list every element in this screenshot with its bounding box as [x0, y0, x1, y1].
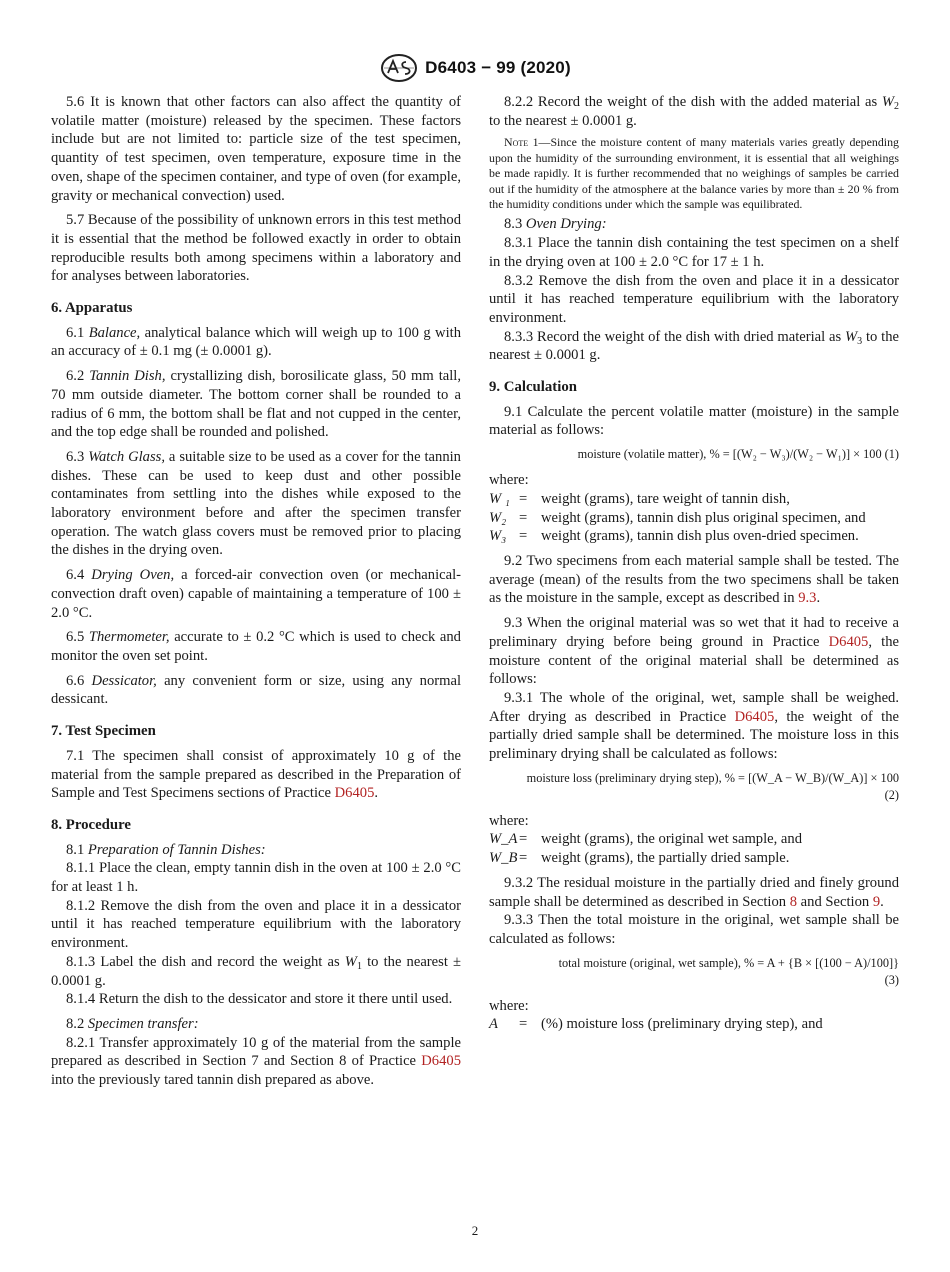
para-9-1: 9.1 Calculate the percent volatile matter (moisture) in the sample material as follows:: [489, 403, 899, 439]
equation-3-text: total moisture (original, wet sample), % = A + {B × [(100 − A)/100]}: [558, 955, 899, 970]
para-8-3: 8.3 Oven Drying:: [504, 216, 607, 233]
link-section-9-3[interactable]: 9.3: [798, 590, 817, 607]
equation-3: [489, 955, 899, 989]
page-number: 2: [471, 1223, 479, 1238]
section-heading-calculation: 9. Calculation: [489, 379, 577, 396]
where-label: where:: [489, 997, 529, 1014]
definition-row: W₃ = weight (grams), tannin dish plus oven-dried specimen.: [489, 528, 859, 545]
link-d6405[interactable]: D6405: [828, 633, 869, 650]
para-8-3-3: 8.3.3 Record the weight of the dish with dried material as $W_3$ to the nearest ± 0.0001 g.: [489, 328, 899, 364]
link-d6405[interactable]: D6405: [734, 708, 775, 725]
definition-row: W₂ = weight (grams), tannin dish plus original specimen, and: [489, 509, 866, 526]
definitions-1: [489, 490, 899, 546]
para-8-1: 8.1 Preparation of Tannin Dishes:: [66, 841, 266, 858]
para-5-6: 5.6 It is known that other factors can also affect the quantity of volatile matter (moisture) released by the specimen. These factors include but are not limited to: particle size of the test specimen, quantity of test specimen, oven temperature, exposure time in the oven, shape of the specimen container, and type of oven (for example, gravity or mechanical convection) used.: [51, 94, 461, 204]
section-heading-apparatus: 6. Apparatus: [51, 300, 133, 317]
where-label: where:: [489, 472, 529, 489]
para-8-3-1: 8.3.1 Place the tannin dish containing the test specimen on a shelf in the drying oven at 100 ± 2.0 °C for 17 ± 1 h.: [489, 235, 899, 270]
para-6-6: 6.6 Dessicator, any convenient form or size, using any normal dessicant.: [51, 672, 461, 708]
para-6-5: 6.5 Thermometer, accurate to ± 0.2 °C which is used to check and monitor the oven set point.: [51, 629, 461, 664]
equation-2-text: moisture loss (preliminary drying step), % = [(W_A − W_B)/(W_A)] × 100: [526, 770, 899, 785]
where-label: where:: [489, 812, 529, 829]
definition-row: A = (%) moisture loss (preliminary drying step), and: [489, 1016, 823, 1033]
right-column: [489, 93, 899, 1034]
para-8-2-1: 8.2.1 Transfer approximately 10 g of the material from the sample prepared as described in Section 7 and Section 8 of Practice D6405 into the previously tared tannin dish prepared as above.: [51, 1034, 461, 1089]
document-number: D6403 − 99 (2020): [425, 57, 571, 77]
para-8-2: 8.2 Specimen transfer:: [66, 1015, 199, 1032]
definition-row: W_A = weight (grams), the original wet sample, and: [489, 831, 802, 848]
note-1: Note 1—Since the moisture content of many materials varies greatly depending upon the humidity of the surrounding environment, it is essential that all weighings be made rapidly. It is further recommended that no weighings of samples be carried out if the humidity of the atmosphere at the balance varies by more than ± 20 % from the humidity conditions under which the sample was equilibrated.: [489, 135, 899, 212]
section-heading-test-specimen: 7. Test Specimen: [51, 723, 156, 740]
definitions-2: [489, 830, 899, 867]
link-section-8[interactable]: 8: [789, 893, 798, 910]
astm-logo-icon: [379, 53, 419, 83]
page-header: [0, 53, 950, 85]
equation-2-number: (2): [884, 787, 899, 802]
section-heading-procedure: 8. Procedure: [51, 816, 131, 833]
para-9-3-3: 9.3.3 Then the total moisture in the original, wet sample shall be calculated as follows:: [489, 912, 899, 947]
para-8-3-2: 8.3.2 Remove the dish from the oven and place it in a dessicator until it has reached temperature equilibrium with the laboratory environment.: [489, 272, 899, 326]
link-d6405[interactable]: D6405: [334, 785, 375, 802]
link-d6405[interactable]: D6405: [421, 1053, 461, 1070]
definition-row: W ₁ = weight (grams), tare weight of tannin dish,: [489, 490, 790, 507]
para-6-3: 6.3 Watch Glass, a suitable size to be used as a cover for the tannin dishes. These can be used to keep dust and other possible contaminates from settling into the dishes while exposed to the laboratory environment before and after the specimen transfer operation. The watch glass covers must be removed prior to placing the dishes in the drying oven.: [51, 448, 461, 559]
para-6-4: 6.4 Drying Oven, a forced-air convection oven (or mechanical-convection draft oven) capable of maintaining a temperature of 100 ± 2.0 °C.: [51, 567, 461, 621]
para-5-7: 5.7 Because of the possibility of unknown errors in this test method it is essential that the method be followed exactly in order to obtain reproducible results both among specimens within a laboratory and for analyses between laboratories.: [51, 212, 461, 285]
equation-3-number: (3): [884, 972, 899, 987]
para-8-1-1: 8.1.1 Place the clean, empty tannin dish in the oven at 100 ± 2.0 °C for at least 1 h.: [51, 860, 461, 896]
definition-row: W_B = weight (grams), the partially dried sample.: [489, 850, 790, 867]
equation-1: [489, 446, 899, 463]
para-9-3-2: 9.3.2 The residual moisture in the partially dried and finely ground sample shall be determined as described in Section 8 and Section 9.: [489, 874, 899, 910]
definitions-3: [489, 1015, 899, 1034]
para-8-2-2: 8.2.2 Record the weight of the dish with the added material as $W_2$ to the nearest ± 0.0001 g.: [489, 94, 899, 129]
link-section-9[interactable]: 9: [872, 893, 881, 910]
para-8-1-2: 8.1.2 Remove the dish from the oven and place it in a dessicator until it has reached temperature equilibrium with the laboratory environment.: [51, 897, 461, 952]
para-8-1-3: 8.1.3 Label the dish and record the weight as $W_1$ to the nearest ± 0.0001 g.: [51, 953, 462, 989]
para-9-2: 9.2 Two specimens from each material sample shall be tested. The average (mean) of the results from the two specimens shall be taken as the moisture in the sample, except as described in 9.3.: [489, 552, 899, 607]
para-8-1-4: 8.1.4 Return the dish to the dessicator and store it there until used.: [66, 991, 453, 1008]
para-6-1: 6.1 Balance, analytical balance which will weigh up to 100 g with an accuracy of ± 0.1 mg (± 0.0001 g).: [51, 324, 461, 360]
para-6-2: 6.2 Tannin Dish, crystallizing dish, borosilicate glass, 50 mm tall, 70 mm outside diameter. The bottom corner shall be rounded to a radius of 6 mm, the bottom shall be flat and not cupped in the center, and the top edge shall be rounded and polished.: [51, 368, 462, 441]
para-7-1: 7.1 The specimen shall consist of approximately 10 g of the material from the sample prepared as described in the Preparation of Sample and Test Specimens sections of Practice D6405.: [51, 747, 461, 802]
para-9-3-1: 9.3.1 The whole of the original, wet, sample shall be weighed. After drying as described in Practice D6405, the weight of the partially dried sample shall be determined. The moisture loss in this preliminary drying shall be calculated as follows:: [489, 689, 899, 763]
left-column: [51, 93, 461, 1090]
equation-2: [489, 770, 899, 804]
equation-1-text: moisture (volatile matter), % = [(W₂ − W₃)/(W₂ − W₁)] × 100 (1): [577, 447, 899, 462]
para-9-3: 9.3 When the original material was so wet that it had to receive a preliminary drying before being ground in Practice D6405, the moisture content of the original material shall be determined as follows:: [489, 615, 899, 688]
